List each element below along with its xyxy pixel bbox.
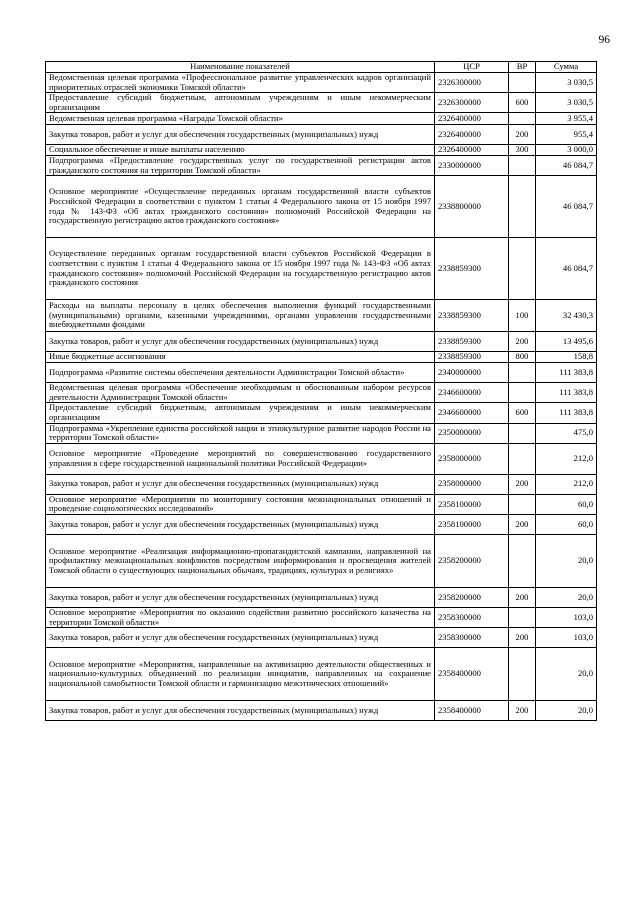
- row-vr-cell: [509, 534, 536, 587]
- row-name-cell: Ведомственная целевая программа «Обеспечение необходимым и обоснованным набором ресурсов деятельности Администрации Томской области»: [46, 383, 435, 403]
- row-name-cell: Основное мероприятие «Осуществление переданных органам государственной власти субъектов Российской Федерации в соответствии с пунктом 1 статьи 4 Федерального закона от 15 ноября 1997 года № 143-ФЗ «Об актах гражданского состояния» полномочий Российской Федерации на государственную регистрацию актов гражданского состояния»: [46, 176, 435, 238]
- row-code-cell: 2330000000: [435, 155, 509, 175]
- row-sum-cell: 3 955,4: [536, 113, 597, 125]
- table-row: [46, 534, 597, 587]
- table-row: [46, 443, 597, 474]
- table-row: [46, 238, 597, 300]
- row-vr-cell: 200: [509, 628, 536, 648]
- table-row: [46, 73, 597, 93]
- row-name-cell: Основное мероприятие «Мероприятия по мониторингу состояния межнациональных отношений и проведение социологических исследований»: [46, 494, 435, 514]
- row-vr-cell: 200: [509, 332, 536, 352]
- row-sum-cell: 32 430,3: [536, 300, 597, 332]
- row-sum-cell: 3 030,5: [536, 93, 597, 113]
- row-vr-cell: [509, 155, 536, 175]
- table-row: [46, 155, 597, 175]
- row-name-cell: Расходы на выплаты персоналу в целях обеспечения выполнения функций государственными (муниципальными) органами, казенными учреждениями, органами управления государственными внебюджетными фондами: [46, 300, 435, 332]
- row-name-cell: Подпрограмма «Развитие системы обеспечения деятельности Администрации Томской области»: [46, 363, 435, 383]
- row-code-cell: 2338800000: [435, 176, 509, 238]
- row-sum-cell: 60,0: [536, 514, 597, 534]
- table-row: [46, 648, 597, 701]
- budget-table: [45, 61, 597, 721]
- table-row: [46, 403, 597, 423]
- table-row: [46, 701, 597, 721]
- row-sum-cell: 212,0: [536, 443, 597, 474]
- row-vr-cell: 200: [509, 514, 536, 534]
- row-code-cell: 2350000000: [435, 423, 509, 443]
- row-name-cell: Закупка товаров, работ и услуг для обеспечения государственных (муниципальных) нужд: [46, 587, 435, 607]
- row-vr-cell: [509, 73, 536, 93]
- row-code-cell: 2358300000: [435, 628, 509, 648]
- row-sum-cell: 13 495,6: [536, 332, 597, 352]
- row-name-cell: Закупка товаров, работ и услуг для обеспечения государственных (муниципальных) нужд: [46, 514, 435, 534]
- row-sum-cell: 46 084,7: [536, 176, 597, 238]
- row-name-cell: Закупка товаров, работ и услуг для обеспечения государственных (муниципальных) нужд: [46, 474, 435, 494]
- row-code-cell: 2358000000: [435, 474, 509, 494]
- row-code-cell: 2326400000: [435, 125, 509, 145]
- row-code-cell: 2358000000: [435, 443, 509, 474]
- table-row: [46, 628, 597, 648]
- row-code-cell: 2358400000: [435, 701, 509, 721]
- row-code-cell: 2338859300: [435, 300, 509, 332]
- row-sum-cell: 20,0: [536, 534, 597, 587]
- row-sum-cell: 111 383,8: [536, 363, 597, 383]
- table-row: [46, 587, 597, 607]
- row-vr-cell: 200: [509, 587, 536, 607]
- row-code-cell: 2326400000: [435, 113, 509, 125]
- row-vr-cell: [509, 383, 536, 403]
- row-code-cell: 2326300000: [435, 73, 509, 93]
- row-name-cell: Осуществление переданных органам государственной власти субъектов Российской Федерации в соответствии с пунктом 1 статьи 4 Федерального закона от 15 ноября 1997 года № 143-ФЗ «Об актах гражданского состояния» полномочий Российской Федерации на государственную регистрацию актов гражданского состояния: [46, 238, 435, 300]
- row-vr-cell: [509, 113, 536, 125]
- table-body: [46, 73, 597, 721]
- row-sum-cell: 20,0: [536, 587, 597, 607]
- row-name-cell: Ведомственная целевая программа «Награды Томской области»: [46, 113, 435, 125]
- row-vr-cell: [509, 176, 536, 238]
- row-code-cell: 2346600000: [435, 383, 509, 403]
- table-row: [46, 332, 597, 352]
- row-vr-cell: 200: [509, 125, 536, 145]
- row-code-cell: 2338859300: [435, 238, 509, 300]
- header-name: Наименование показателей: [46, 62, 435, 73]
- row-vr-cell: 200: [509, 474, 536, 494]
- page-number: 96: [598, 34, 610, 46]
- row-code-cell: 2358100000: [435, 514, 509, 534]
- row-code-cell: 2326300000: [435, 93, 509, 113]
- row-name-cell: Основное мероприятие «Мероприятия, направленные на активизацию деятельности общественных и национально-культурных объединений по реализации инициатив, направленных на сохранение национальной самобытности Томской области и гармонизацию межэтнических отношений»: [46, 648, 435, 701]
- row-sum-cell: 3 000,0: [536, 145, 597, 156]
- row-vr-cell: 600: [509, 403, 536, 423]
- row-sum-cell: 103,0: [536, 607, 597, 627]
- row-sum-cell: 60,0: [536, 494, 597, 514]
- table-header-row: [46, 62, 597, 73]
- table-row: [46, 176, 597, 238]
- row-name-cell: Иные бюджетные ассигнования: [46, 352, 435, 363]
- row-name-cell: Подпрограмма «Укрепление единства российской нации и этнокультурное развитие народов России на территории Томской области»: [46, 423, 435, 443]
- row-code-cell: 2358200000: [435, 587, 509, 607]
- table-row: [46, 93, 597, 113]
- row-name-cell: Основное мероприятие «Мероприятия по оказанию содействия развитию российского казачества на территории Томской области»: [46, 607, 435, 627]
- table-row: [46, 423, 597, 443]
- table-row: [46, 145, 597, 156]
- table-row: [46, 352, 597, 363]
- row-sum-cell: 20,0: [536, 701, 597, 721]
- row-sum-cell: 955,4: [536, 125, 597, 145]
- row-code-cell: 2326400000: [435, 145, 509, 156]
- row-code-cell: 2358300000: [435, 607, 509, 627]
- row-name-cell: Закупка товаров, работ и услуг для обеспечения государственных (муниципальных) нужд: [46, 628, 435, 648]
- row-code-cell: 2358400000: [435, 648, 509, 701]
- table-row: [46, 383, 597, 403]
- row-sum-cell: 46 084,7: [536, 155, 597, 175]
- row-sum-cell: 20,0: [536, 648, 597, 701]
- table-row: [46, 514, 597, 534]
- row-vr-cell: [509, 423, 536, 443]
- table-row: [46, 494, 597, 514]
- row-sum-cell: 46 084,7: [536, 238, 597, 300]
- row-vr-cell: [509, 363, 536, 383]
- row-code-cell: 2346600000: [435, 403, 509, 423]
- row-name-cell: Ведомственная целевая программа «Профессиональное развитие управленческих кадров организаций приоритетных отраслей экономики Томской области»: [46, 73, 435, 93]
- row-vr-cell: 800: [509, 352, 536, 363]
- row-name-cell: Подпрограмма «Предоставление государственных услуг по государственной регистрации актов гражданского состояния на территории Томской области»: [46, 155, 435, 175]
- header-code: ЦСР: [435, 62, 509, 73]
- row-name-cell: Закупка товаров, работ и услуг для обеспечения государственных (муниципальных) нужд: [46, 125, 435, 145]
- row-name-cell: Социальное обеспечение и иные выплаты населению: [46, 145, 435, 156]
- table-row: [46, 113, 597, 125]
- row-sum-cell: 103,0: [536, 628, 597, 648]
- row-code-cell: 2338859300: [435, 352, 509, 363]
- row-name-cell: Предоставление субсидий бюджетным, автономным учреждениям и иным некоммерческим организациям: [46, 93, 435, 113]
- row-code-cell: 2340000000: [435, 363, 509, 383]
- table-row: [46, 125, 597, 145]
- row-name-cell: Предоставление субсидий бюджетным, автономным учреждениям и иным некоммерческим организациям: [46, 403, 435, 423]
- row-sum-cell: 3 030,5: [536, 73, 597, 93]
- row-vr-cell: [509, 494, 536, 514]
- row-vr-cell: 300: [509, 145, 536, 156]
- row-name-cell: Основное мероприятие «Реализация информационно-пропагандистской кампании, направленной на профилактику межнациональных конфликтов посредством информирования и просвещения жителей Томской области о существующих национальных обычаях, традициях, культурах и религиях»: [46, 534, 435, 587]
- row-sum-cell: 475,0: [536, 423, 597, 443]
- row-vr-cell: [509, 607, 536, 627]
- header-sum: Сумма: [536, 62, 597, 73]
- header-vr: ВР: [509, 62, 536, 73]
- row-vr-cell: 600: [509, 93, 536, 113]
- row-sum-cell: 212,0: [536, 474, 597, 494]
- row-vr-cell: [509, 443, 536, 474]
- row-vr-cell: [509, 648, 536, 701]
- row-vr-cell: [509, 238, 536, 300]
- row-sum-cell: 111 383,8: [536, 383, 597, 403]
- row-code-cell: 2358200000: [435, 534, 509, 587]
- row-vr-cell: 200: [509, 701, 536, 721]
- row-sum-cell: 158,8: [536, 352, 597, 363]
- row-sum-cell: 111 383,8: [536, 403, 597, 423]
- row-code-cell: 2338859300: [435, 332, 509, 352]
- row-name-cell: Закупка товаров, работ и услуг для обеспечения государственных (муниципальных) нужд: [46, 701, 435, 721]
- table-row: [46, 363, 597, 383]
- row-name-cell: Закупка товаров, работ и услуг для обеспечения государственных (муниципальных) нужд: [46, 332, 435, 352]
- table-row: [46, 300, 597, 332]
- row-vr-cell: 100: [509, 300, 536, 332]
- table-row: [46, 607, 597, 627]
- row-name-cell: Основное мероприятие «Проведение мероприятий по совершенствованию государственного управления в сфере государственной национальной политики Российской Федерации»: [46, 443, 435, 474]
- row-code-cell: 2358100000: [435, 494, 509, 514]
- table-row: [46, 474, 597, 494]
